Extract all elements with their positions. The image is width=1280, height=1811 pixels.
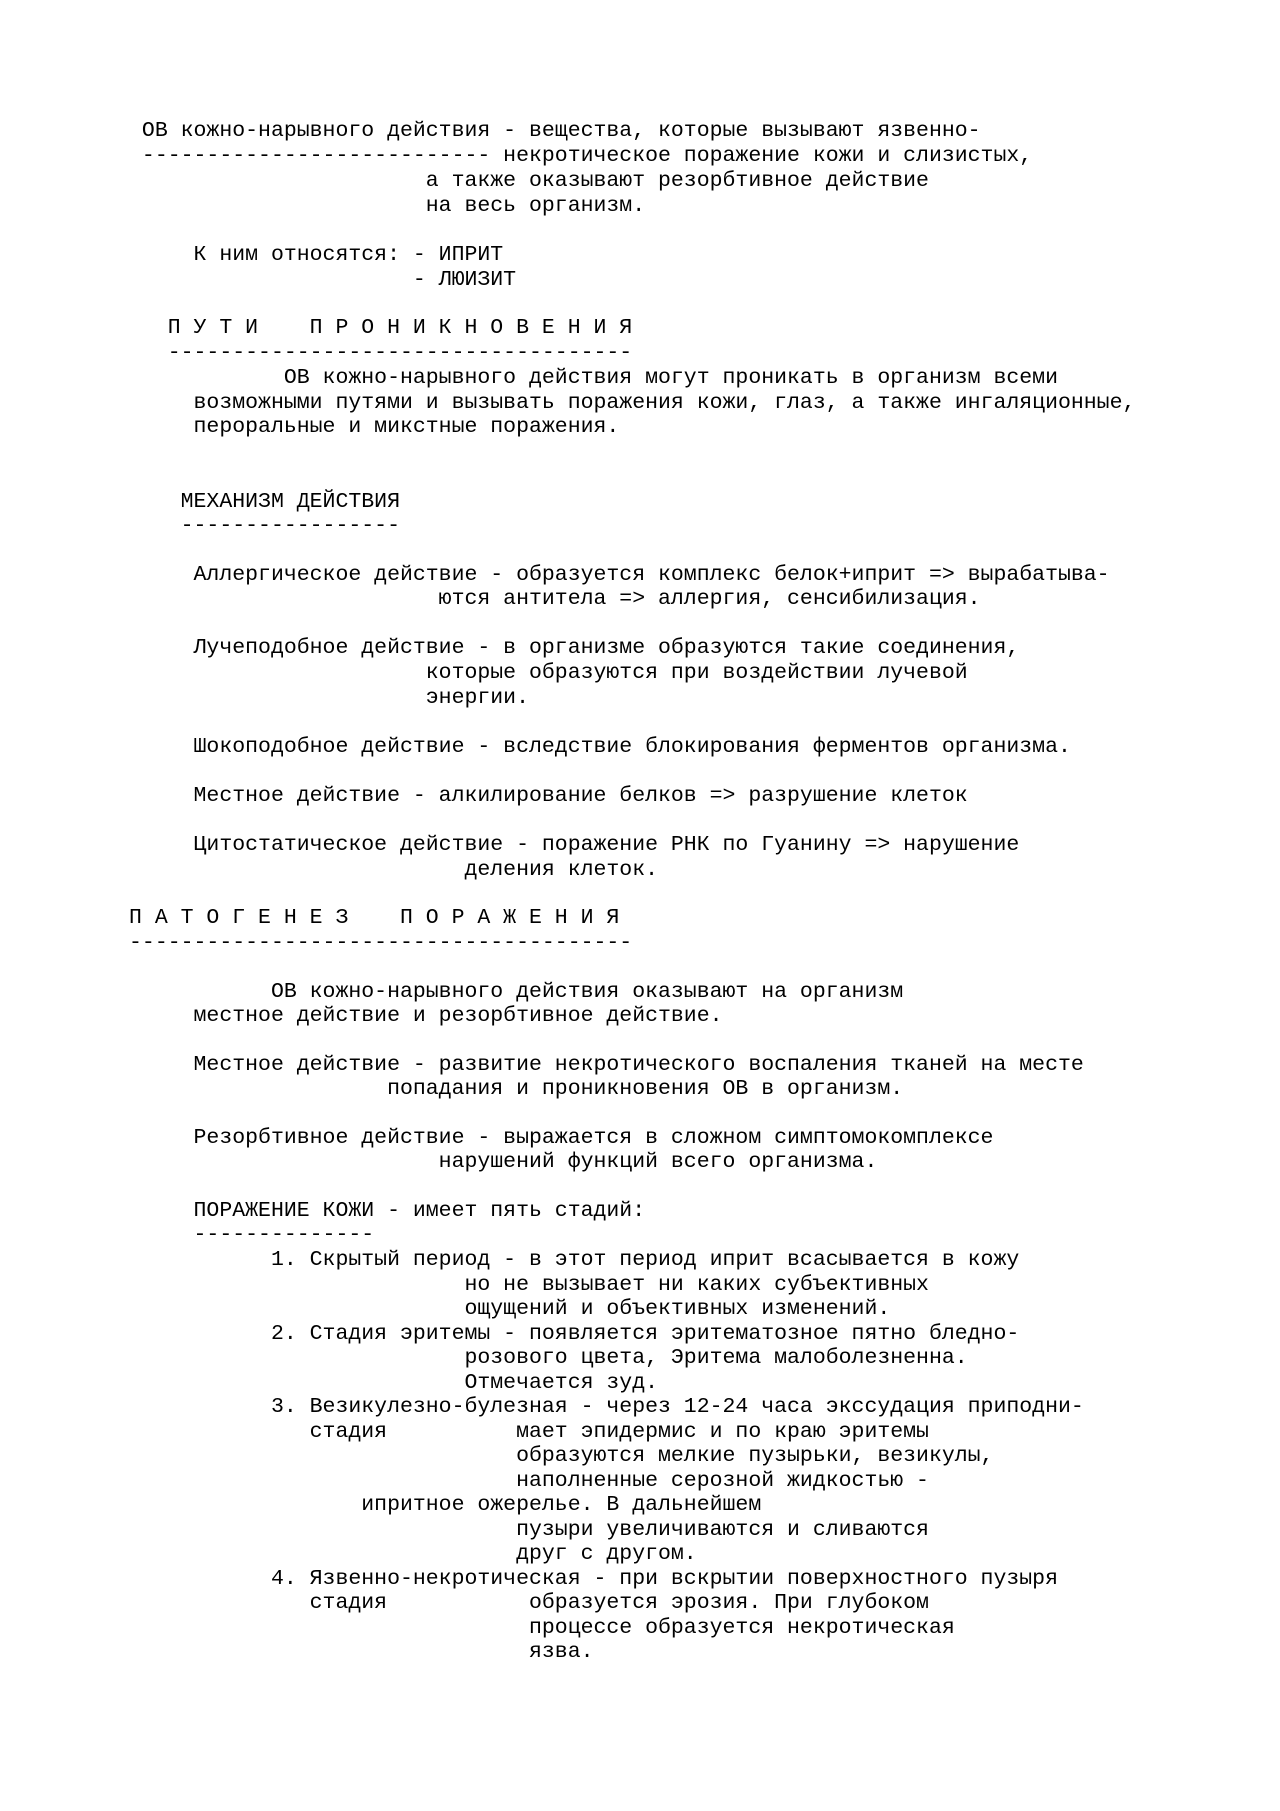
section-heading: МЕХАНИЗМ ДЕЙСТВИЯ (0, 490, 400, 514)
list-item-continuation: Отмечается зуд. (0, 1371, 659, 1395)
list-item: 1. Скрытый период - в этот период иприт всасывается в кожу (0, 1248, 1020, 1272)
heading-underline: -------------- (0, 1223, 375, 1247)
text-line: - ЛЮИЗИТ (0, 268, 517, 292)
text-line: Шокоподобное действие - вследствие блокирования ферментов организма. (0, 735, 1071, 759)
text-line: возможными путями и вызывать поражения кожи, глаз, а также ингаляционные, (0, 391, 1136, 415)
list-item-continuation: но не вызывает ни каких субъективных (0, 1273, 929, 1297)
text-line: Аллергическое действие - образуется комплекс белок+иприт => вырабатыва- (0, 563, 1110, 587)
text-line: попадания и проникновения ОВ в организм. (0, 1077, 904, 1101)
list-item-continuation: наполненные серозной жидкостью - (0, 1469, 929, 1493)
text-line: а также оказывают резорбтивное действие (0, 169, 929, 193)
list-item-continuation: розового цвета, Эритема малоболезненна. (0, 1346, 968, 1370)
list-item-continuation: друг с другом. (0, 1542, 697, 1566)
text-line: Лучеподобное действие - в организме образуются такие соединения, (0, 636, 1020, 660)
text-line: пероральные и микстные поражения. (0, 415, 620, 439)
list-item: 3. Везикулезно-булезная - через 12-24 часа экссудация приподни- (0, 1395, 1084, 1419)
text-line: ОВ кожно-нарывного действия могут проникать в организм всеми (0, 366, 1058, 390)
section-heading: П А Т О Г Е Н Е З П О Р А Ж Е Н И Я (0, 906, 620, 930)
list-item-continuation: ощущений и объективных изменений. (0, 1297, 891, 1321)
text-line: Цитостатическое действие - поражение РНК по Гуанину => нарушение (0, 833, 1020, 857)
text-line: ются антитела => аллергия, сенсибилизация. (0, 587, 981, 611)
text-line: ОВ кожно-нарывного действия - вещества, которые вызывают язвенно- (0, 119, 981, 143)
heading-underline: --------------------------------------- (0, 931, 633, 955)
text-line: К ним относятся: - ИПРИТ (0, 243, 504, 267)
list-item-continuation: процессе образуется некротическая (0, 1616, 955, 1640)
list-item: 4. Язвенно-некротическая - при вскрытии поверхностного пузыря (0, 1567, 1058, 1591)
list-item-continuation: стадия образуется эрозия. При глубоком (0, 1591, 929, 1615)
list-item-continuation: образуются мелкие пузырьки, везикулы, (0, 1444, 994, 1468)
list-item-continuation: пузыри увеличиваются и сливаются (0, 1518, 929, 1542)
text-line: Местное действие - алкилирование белков => разрушение клеток (0, 784, 968, 808)
text-line: на весь организм. (0, 194, 646, 218)
subsection-heading: ПОРАЖЕНИЕ КОЖИ - имеет пять стадий: (0, 1199, 646, 1223)
list-item-continuation: ипритное ожерелье. В дальнейшем (0, 1493, 762, 1517)
text-line: которые образуются при воздействии лучевой (0, 661, 968, 685)
heading-underline: ------------------------------------ (0, 341, 633, 365)
text-line: Резорбтивное действие - выражается в сложном симптомокомплексе (0, 1126, 994, 1150)
text-line: энергии. (0, 686, 529, 710)
list-item: 2. Стадия эритемы - появляется эритематозное пятно бледно- (0, 1322, 1020, 1346)
text-line: Местное действие - развитие некротического воспаления тканей на месте (0, 1053, 1084, 1077)
list-item-continuation: стадия мает эпидермис и по краю эритемы (0, 1420, 929, 1444)
heading-underline: ----------------- (0, 514, 400, 538)
text-line: --------------------------- некротическое поражение кожи и слизистых, (0, 144, 1033, 168)
text-line: местное действие и резорбтивное действие. (0, 1004, 723, 1028)
list-item-continuation: язва. (0, 1640, 594, 1664)
section-heading: П У Т И П Р О Н И К Н О В Е Н И Я (0, 316, 633, 340)
text-line: ОВ кожно-нарывного действия оказывают на организм (0, 980, 904, 1004)
text-line: нарушений функций всего организма. (0, 1150, 878, 1174)
text-line: деления клеток. (0, 858, 659, 882)
